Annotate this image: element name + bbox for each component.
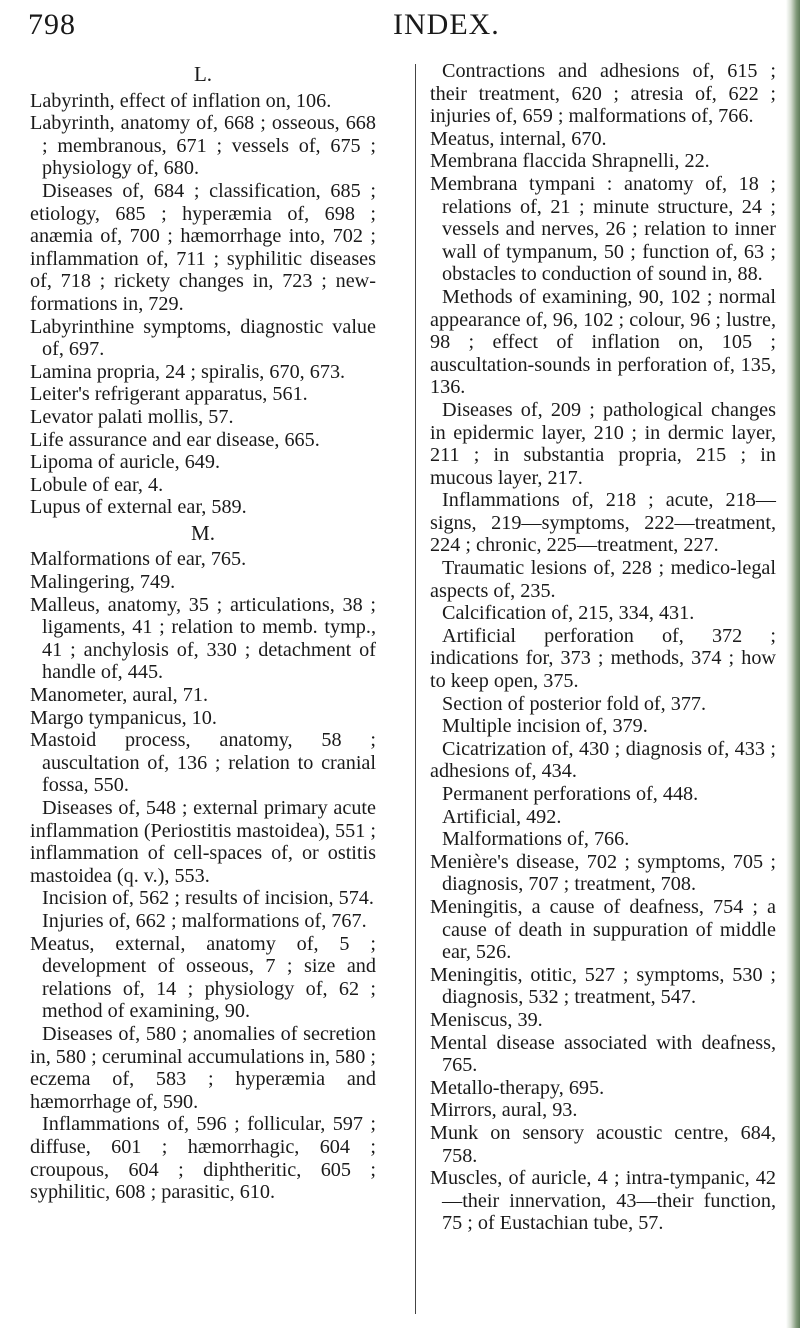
index-entry: Munk on sensory acoustic centre, 684, 758. (430, 1121, 776, 1167)
index-entry: Lobule of ear, 4. (30, 473, 164, 496)
index-subentry: Methods of examining, 90, 102 ; normal appearance of, 96, 102 ; colour, 96 ; lustre, 98 ; effect of inflation on, 105 ; auscultation-sounds in perforation of, 135, 136. (430, 285, 776, 399)
index-entry: Leiter's refrigerant apparatus, 561. (30, 383, 308, 406)
index-entry: Labyrinth, effect of inflation on, 106. (30, 89, 332, 112)
index-subentry: Diseases of, 580 ; anomalies of secretion in, 580 ; ceruminal accumulations in, 580 ; eczema of, 583 ; hyperæmia and hæmorrhage of, 590. (30, 1022, 376, 1113)
index-subentry: Traumatic lesions of, 228 ; medico-legal aspects of, 235. (430, 557, 776, 602)
index-entry: Levator palati mollis, 57. (30, 405, 234, 428)
index-subentry: Incision of, 562 ; results of incision, 574. (42, 887, 374, 910)
index-subentry: Artificial, 492. (442, 805, 562, 828)
index-entry: Malingering, 749. (30, 571, 176, 594)
index-subentry: Diseases of, 684 ; classification, 685 ; etiology, 685 ; hyperæmia of, 698 ; anæmia of, 700 ; hæmorrhage into, 702 ; inflammation of, 711 ; syphilitic diseases of, 718 ; rickety changes in, 723 ; new-formations in, 729. (30, 179, 376, 315)
index-subentry: Multiple incision of, 379. (442, 715, 648, 738)
page-number: 798 (28, 8, 76, 41)
index-subentry: Inflammations of, 596 ; follicular, 597 ; diffuse, 601 ; hæmorrhagic, 604 ; croupous, 604 ; diphtheritic, 605 ; syphilitic, 608 ; parasitic, 610. (30, 1113, 376, 1204)
index-entry: Manometer, aural, 71. (30, 684, 209, 707)
section-letter: L. (193, 62, 213, 86)
section-letter: M. (191, 520, 215, 545)
index-subentry: Malformations of, 766. (442, 828, 630, 851)
index-entry: Muscles, of auricle, 4 ; intra-tympanic, 42—their innervation, 43—their function, 75 ; of Eustachian tube, 57. (430, 1167, 776, 1235)
index-subentry: Section of posterior fold of, 377. (442, 692, 707, 715)
index-subentry: Injuries of, 662 ; malformations of, 767. (42, 909, 367, 932)
index-entry: Labyrinthine symptoms, diagnostic value of, 697. (30, 315, 376, 361)
index-entry: Margo tympanicus, 10. (30, 706, 217, 729)
index-column-left (30, 60, 376, 1204)
index-entry: Membrana tympani : anatomy of, 18 ; relations of, 21 ; minute structure, 24 ; vessels and nerves, 26 ; relation to inner wall of tympanum, 50 ; function of, 63 ; obstacles to conduction of sound in, 88. (430, 172, 776, 286)
index-entry: Meningitis, a cause of deafness, 754 ; a cause of death in suppuration of middle ear, 526. (430, 895, 776, 964)
index-subentry: Permanent perforations of, 448. (442, 783, 699, 805)
index-entry: Malformations of ear, 765. (30, 548, 247, 571)
index-entry: Life assurance and ear disease, 665. (30, 428, 320, 451)
index-entry: Meniscus, 39. (430, 1008, 543, 1031)
index-entry: Membrana flaccida Shrapnelli, 22. (430, 150, 710, 173)
running-head: INDEX. (393, 8, 500, 41)
index-entry: Lipoma of auricle, 649. (30, 451, 221, 474)
index-entry: Meatus, internal, 670. (430, 127, 607, 150)
index-entry: Labyrinth, anatomy of, 668 ; osseous, 668 ; membranous, 671 ; vessels of, 675 ; physiology of, 680. (30, 112, 376, 180)
page-edge (786, 0, 800, 1328)
column-divider (415, 64, 416, 1314)
index-entry: Malleus, anatomy, 35 ; articulations, 38 ; ligaments, 41 ; relation to memb. tymp., 41 ; anchylosis of, 330 ; detachment of handle of, 445. (30, 593, 376, 684)
index-column-right (430, 60, 776, 1235)
index-subentry: Inflammations of, 218 ; acute, 218—signs, 219—symptoms, 222—treatment, 224 ; chronic, 225—treatment, 227. (430, 489, 776, 557)
index-entry: Lupus of external ear, 589. (30, 496, 247, 519)
index-subentry: Cicatrization of, 430 ; diagnosis of, 433 ; adhesions of, 434. (430, 737, 776, 783)
page-header (28, 8, 772, 48)
index-subentry: Artificial perforation of, 372 ; indications for, 373 ; methods, 374 ; how to keep open, 375. (430, 624, 776, 693)
index-subentry: Diseases of, 209 ; pathological changes in epidermic layer, 210 ; in dermic layer, 211 ; in substantia propria, 215 ; in mucous layer, 217. (430, 398, 776, 489)
index-entry: Meatus, external, anatomy of, 5 ; development of osseous, 7 ; size and relations of, 14 ; physiology of, 62 ; method of examining, 90. (30, 932, 376, 1023)
index-entry: Menière's disease, 702 ; symptoms, 705 ; diagnosis, 707 ; treatment, 708. (430, 850, 776, 896)
index-subentry: Calcification of, 215, 334, 431. (442, 602, 695, 625)
index-entry: Mastoid process, anatomy, 58 ; auscultation of, 136 ; relation to cranial fossa, 550. (30, 729, 376, 797)
index-entry: Mental disease associated with deafness, 765. (430, 1031, 776, 1077)
index-subentry: Contractions and adhesions of, 615 ; their treatment, 620 ; atresia of, 622 ; injuries of, 659 ; malformations of, 766. (430, 60, 776, 128)
index-entry: Lamina propria, 24 ; spiralis, 670, 673. (30, 360, 346, 383)
index-entry: Metallo-therapy, 695. (430, 1076, 605, 1099)
index-subentry: Diseases of, 548 ; external primary acute inflammation (Periostitis mastoidea), 551 ; inflammation of cell-spaces of, or ostitis mastoidea (q. v.), 553. (30, 797, 376, 887)
index-entry: Mirrors, aural, 93. (430, 1099, 578, 1122)
index-entry: Meningitis, otitic, 527 ; symptoms, 530 ; diagnosis, 532 ; treatment, 547. (430, 963, 776, 1009)
